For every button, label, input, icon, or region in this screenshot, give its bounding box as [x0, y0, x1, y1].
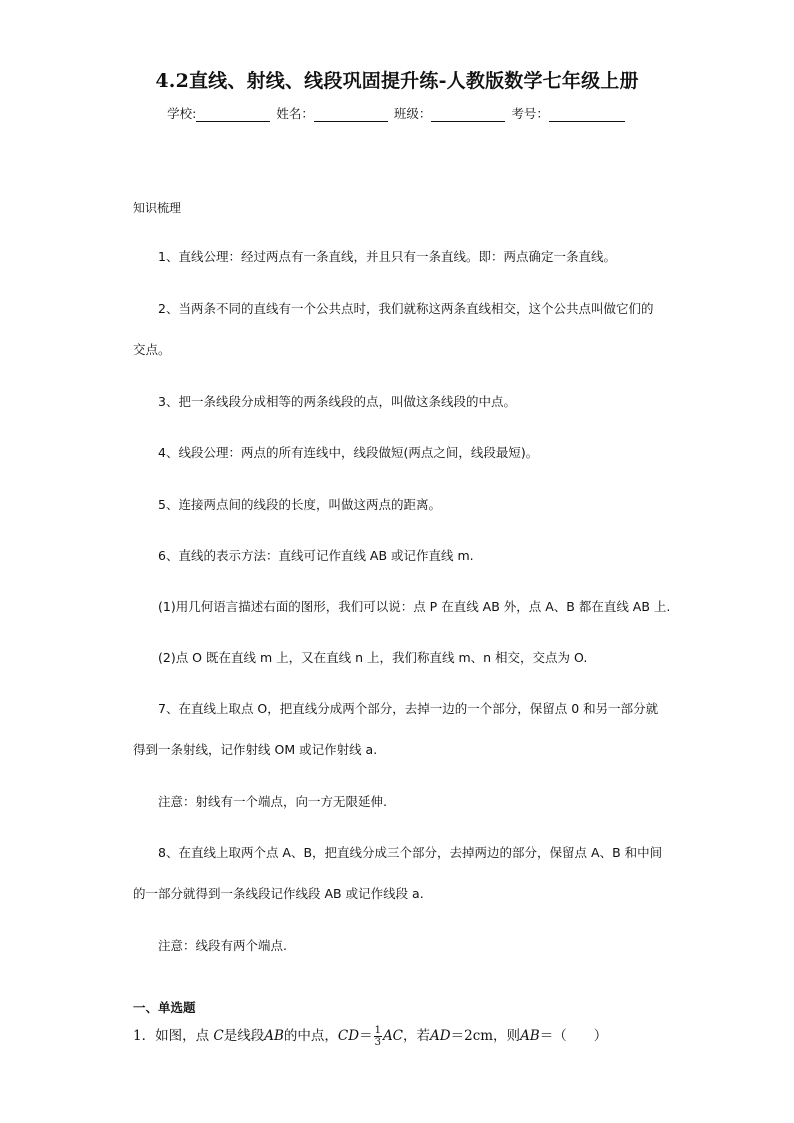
school-blank[interactable]	[196, 109, 270, 122]
knowledge-item: 交点。	[133, 342, 171, 357]
school-label: 学校:	[167, 106, 197, 121]
q1-fraction-denominator: 3	[374, 1037, 381, 1048]
knowledge-note: 注意：线段有两个端点.	[158, 938, 287, 953]
q1-segment-ab: AB	[264, 1028, 284, 1044]
q1-text-e: ＝（ ）	[539, 1028, 608, 1044]
q1-point-c: C	[213, 1028, 224, 1044]
knowledge-item: (2)点 O 既在直线 m 上，又在直线 n 上，我们称直线 m、n 相交，交点为 O.	[158, 650, 588, 665]
knowledge-item: 1、直线公理：经过两点有一条直线，并且只有一条直线。即：两点确定一条直线。	[158, 249, 616, 264]
q1-text-a: 是线段	[223, 1028, 265, 1044]
q1-fraction-numerator: 1	[374, 1025, 381, 1036]
knowledge-item: 3、把一条线段分成相等的两条线段的点，叫做这条线段的中点。	[158, 394, 516, 409]
exam-number-label: 考号：	[511, 106, 549, 121]
q1-prefix: 1．如图，点	[133, 1028, 210, 1044]
name-label: 姓名：	[276, 106, 314, 121]
class-label: 班级：	[393, 106, 432, 121]
knowledge-section-title: 知识梳理	[133, 201, 182, 215]
document-title: 4.2直线、射线、线段巩固提升练-人教版数学七年级上册	[155, 70, 639, 92]
q1-text-c: ，若	[403, 1028, 431, 1044]
name-blank[interactable]	[314, 109, 388, 122]
knowledge-note: 注意：射线有一个端点，向一方无限延伸.	[158, 794, 387, 809]
knowledge-item: (1)用几何语言描述右面的图形，我们可以说：点 P 在直线 AB 外，点 A、B 都在直线 AB 上.	[158, 599, 671, 614]
question-1	[133, 1024, 607, 1048]
knowledge-item: 5、连接两点间的线段的长度，叫做这两点的距离。	[158, 497, 441, 512]
q1-equals: ＝	[359, 1028, 373, 1044]
q1-ad: AD	[430, 1028, 451, 1044]
knowledge-item: 4、线段公理：两点的所有连线中，线段做短(两点之间，线段最短)。	[158, 445, 539, 460]
q1-fraction	[374, 1025, 382, 1048]
knowledge-item: 6、直线的表示方法：直线可记作直线 AB 或记作直线 m.	[158, 548, 474, 563]
knowledge-item: 得到一条射线，记作射线 OM 或记作射线 a.	[133, 742, 378, 757]
q1-cd: CD	[337, 1028, 360, 1044]
q1-ab: AB	[520, 1028, 540, 1044]
exam-number-blank[interactable]	[549, 109, 625, 122]
knowledge-item: 的一部分就得到一条线段记作线段 AB 或记作线段 a.	[133, 886, 424, 901]
q1-ac: AC	[382, 1028, 404, 1044]
student-info-row	[0, 104, 794, 122]
knowledge-item: 7、在直线上取点 O，把直线分成两个部分，去掉一边的一个部分，保留点 0 和另一部分就	[158, 701, 659, 716]
class-blank[interactable]	[431, 109, 505, 122]
knowledge-item: 8、在直线上取两个点 A、B，把直线分成三个部分，去掉两边的部分，保留点 A、B 和中间	[158, 845, 663, 860]
question-section-title: 一、单选题	[133, 1000, 196, 1015]
q1-text-b: 的中点，	[283, 1028, 338, 1044]
q1-text-d: ＝2cm，则	[450, 1028, 521, 1044]
knowledge-item: 2、当两条不同的直线有一个公共点时，我们就称这两条直线相交，这个公共点叫做它们的	[158, 301, 654, 316]
